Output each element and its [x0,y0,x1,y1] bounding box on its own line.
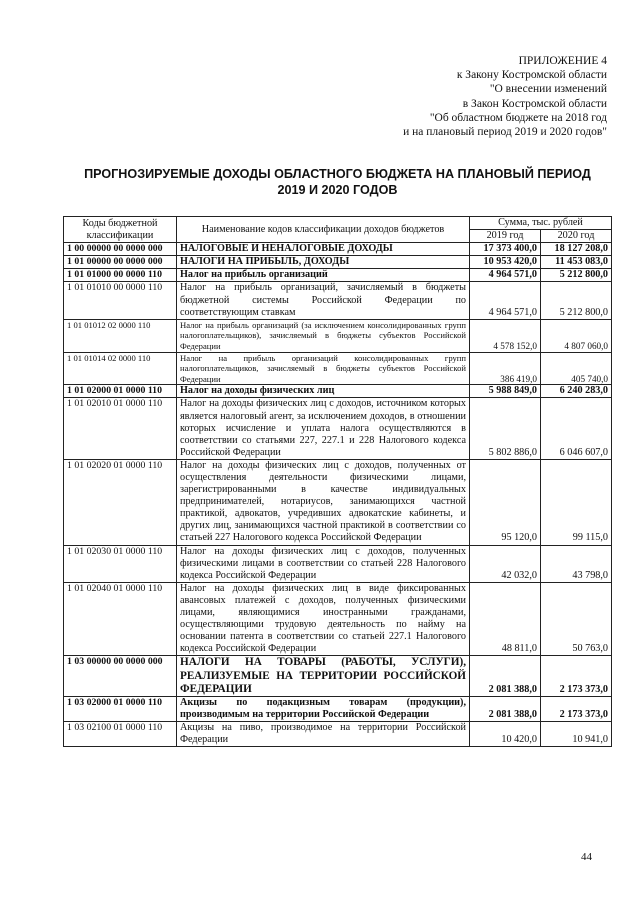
row-code: 1 03 00000 00 0000 000 [64,656,177,697]
table-row [64,319,612,352]
row-2019: 42 032,0 [470,545,541,582]
row-name: Налог на доходы физических лиц с доходов, полученных от осуществления деятельности физическими лицами, зарегистрированными в качестве индивидуальных предпринимателей, нотариусов, занимающихся частной практикой, адвокатов, учредивших адвокатские кабинеты, и других лиц, занимающихся частной практикой в соответствии со статьей 227 Налогового кодекса Российской Федерации [177,459,470,545]
table-row [64,398,612,459]
row-code: 1 01 02010 01 0000 110 [64,398,177,459]
row-name: Налог на доходы физических лиц в виде фиксированных авансовых платежей с доходов, полученных физическими лицами, являющимися иностранными гражданами, осуществляющими трудовую деятельность по найму на основании патента в соответствии со статьей 227.1 Налогового кодекса Российской Федерации [177,582,470,656]
row-2020: 6 240 283,0 [541,385,612,398]
row-code: 1 01 02040 01 0000 110 [64,582,177,656]
row-2020: 4 807 060,0 [541,319,612,352]
appendix-line: в Закон Костромской области [462,97,607,110]
appendix-line: к Закону Костромской области [456,69,607,82]
table-row [64,656,612,697]
row-2020: 405 740,0 [541,352,612,385]
appendix-line: ПРИЛОЖЕНИЕ 4 [518,55,607,67]
row-2019: 5 802 886,0 [470,398,541,459]
table-row [64,352,612,385]
header-sum: Сумма, тыс. рублей [470,217,612,230]
header-codes: Коды бюджетной классификации [64,217,177,243]
row-name: НАЛОГОВЫЕ И НЕНАЛОГОВЫЕ ДОХОДЫ [177,243,470,256]
row-2019: 5 988 849,0 [470,385,541,398]
row-2019: 17 373 400,0 [470,243,541,256]
row-code: 1 03 02000 01 0000 110 [64,696,177,721]
row-code: 1 00 00000 00 0000 000 [64,243,177,256]
row-name: Налог на прибыль организаций (за исключением консолидированных групп налогоплательщиков), зачисляемый в бюджеты субъектов Российской Федерации [177,319,470,352]
table-row [64,582,612,656]
row-name: Налог на прибыль организаций [177,269,470,282]
row-name: Налог на доходы физических лиц с доходов, источником которых является налоговый агент, за исключением доходов, в отношении которых исчисление и уплата налога осуществляются в соответствии со статьями 227, 227.1 и 228 Налогового кодекса Российской Федерации [177,398,470,459]
row-name: Налог на прибыль организаций консолидированных групп налогоплательщиков, зачисляемый в бюджеты субъектов Российской Федерации [177,352,470,385]
row-2019: 10 953 420,0 [470,256,541,269]
table-row [64,459,612,545]
row-name: Налог на доходы физических лиц с доходов, полученных физическими лицами в соответствии со статьей 228 Налогового кодекса Российской Федерации [177,545,470,582]
page-number: 44 [581,851,592,863]
table-row [64,282,612,319]
row-2020: 6 046 607,0 [541,398,612,459]
row-2020: 10 941,0 [541,722,612,747]
row-name: Акцизы по подакцизным товарам (продукции), производимым на территории Российской Федерации [177,696,470,721]
row-2019: 2 081 388,0 [470,696,541,721]
row-name: НАЛОГИ НА ПРИБЫЛЬ, ДОХОДЫ [177,256,470,269]
row-code: 1 01 01014 02 0000 110 [64,352,177,385]
row-code: 1 01 02000 01 0000 110 [64,385,177,398]
table-row [64,722,612,747]
revenue-table [63,216,612,747]
row-2019: 10 420,0 [470,722,541,747]
appendix-line: и на плановый период 2019 и 2020 годов" [403,126,607,139]
row-2019: 4 964 571,0 [470,269,541,282]
row-code: 1 01 02030 01 0000 110 [64,545,177,582]
row-name: Налог на прибыль организаций, зачисляемый в бюджеты бюджетной системы Российской Федерации по соответствующим ставкам [177,282,470,319]
appendix-heading [403,54,607,139]
row-code: 1 03 02100 01 0000 110 [64,722,177,747]
table-row [64,269,612,282]
title-line: 2019 И 2020 ГОДОВ [277,182,398,197]
row-name: Акцизы на пиво, производимое на территории Российской Федерации [177,722,470,747]
row-2019: 4 964 571,0 [470,282,541,319]
row-2019: 386 419,0 [470,352,541,385]
row-2019: 95 120,0 [470,459,541,545]
row-code: 1 01 02020 01 0000 110 [64,459,177,545]
appendix-line: "О внесении изменений [489,83,607,96]
table-row [64,696,612,721]
document-title [60,167,615,198]
row-2020: 5 212 800,0 [541,282,612,319]
appendix-line: "Об областном бюджете на 2018 год [429,111,607,124]
row-2019: 4 578 152,0 [470,319,541,352]
title-line: ПРОГНОЗИРУЕМЫЕ ДОХОДЫ ОБЛАСТНОГО БЮДЖЕТА НА ПЛАНОВЫЙ ПЕРИОД [84,167,591,181]
row-code: 1 01 01012 02 0000 110 [64,319,177,352]
row-code: 1 01 01010 00 0000 110 [64,282,177,319]
row-2020: 43 798,0 [541,545,612,582]
row-name: НАЛОГИ НА ТОВАРЫ (РАБОТЫ, УСЛУГИ), РЕАЛИЗУЕМЫЕ НА ТЕРРИТОРИИ РОССИЙСКОЙ ФЕДЕРАЦИИ [177,656,470,697]
header-2019: 2019 год [470,230,541,243]
row-2020: 2 173 373,0 [541,656,612,697]
row-2020: 11 453 083,0 [541,256,612,269]
row-code: 1 01 01000 00 0000 110 [64,269,177,282]
table-row [64,385,612,398]
row-2019: 2 081 388,0 [470,656,541,697]
table-row [64,545,612,582]
table-row [64,243,612,256]
row-2020: 50 763,0 [541,582,612,656]
row-2020: 2 173 373,0 [541,696,612,721]
row-2019: 48 811,0 [470,582,541,656]
row-2020: 99 115,0 [541,459,612,545]
row-code: 1 01 00000 00 0000 000 [64,256,177,269]
table-row [64,256,612,269]
header-name: Наименование кодов классификации доходов бюджетов [177,217,470,243]
header-2020: 2020 год [541,230,612,243]
row-2020: 5 212 800,0 [541,269,612,282]
row-2020: 18 127 208,0 [541,243,612,256]
row-name: Налог на доходы физических лиц [177,385,470,398]
